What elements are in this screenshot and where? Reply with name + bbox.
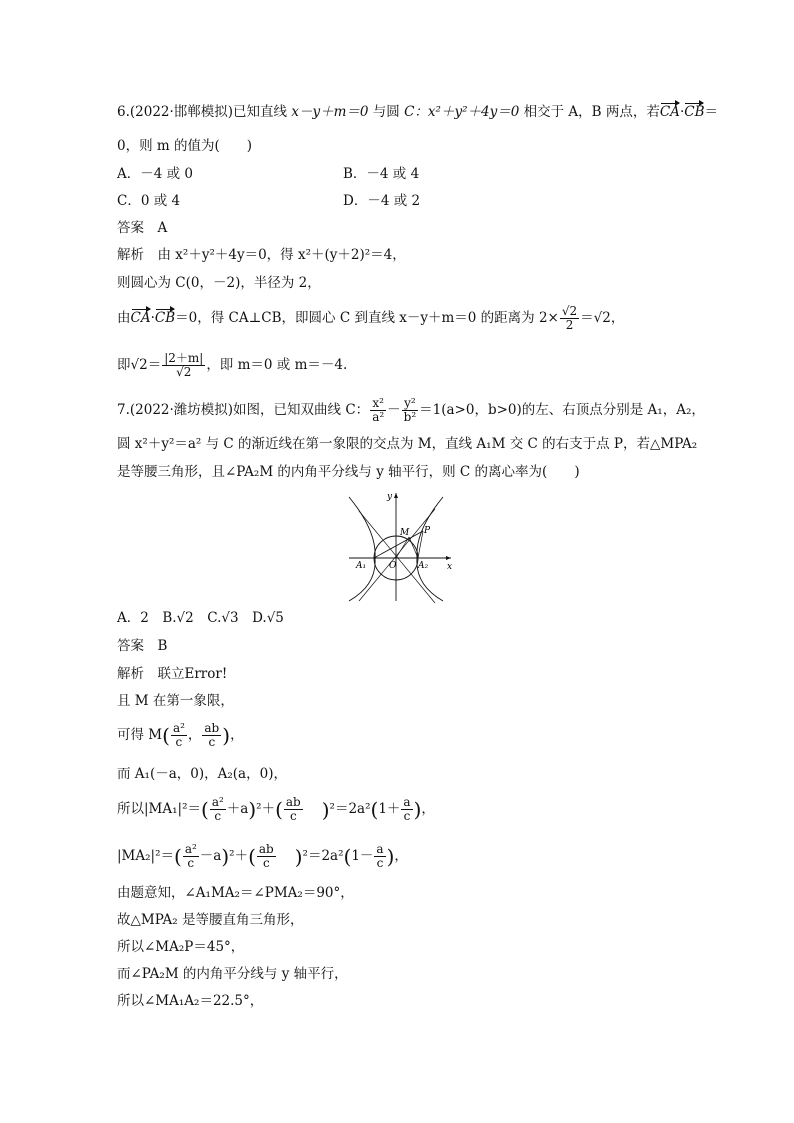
equals-2a2: ²＝2a² — [302, 848, 344, 865]
paren-open: ( — [201, 797, 209, 822]
q7-line-1 — [117, 397, 705, 424]
q6-answer: 答案 A — [117, 220, 168, 236]
frac-num: ab — [258, 842, 274, 856]
paren-open: ( — [174, 844, 182, 869]
paren-close: ) — [321, 797, 330, 822]
frac-den: c — [208, 735, 216, 750]
frac-num: a² — [172, 721, 185, 735]
equals-2a2: ²＝2a² — [329, 801, 371, 818]
vector-cb-2: CB — [154, 310, 176, 327]
q6-solution-2: 则圆心为 C(0，－2)，半径为 2， — [117, 275, 321, 291]
segment-o-m — [396, 537, 409, 558]
frac-x2-a2 — [370, 397, 386, 424]
paren-close: ) — [413, 797, 422, 822]
q7-solution-7: 由题意知，∠A₁MA₂＝∠PMA₂＝90°， — [117, 885, 354, 901]
vector-ca-2: CA — [130, 310, 151, 327]
q6-line-equation: x－y＋m＝0 — [291, 104, 369, 120]
squared-plus: ²＋ — [229, 848, 249, 865]
label-a2: A₂ — [418, 561, 429, 571]
q7-solution-9: 所以∠MA₂P＝45°， — [117, 939, 245, 955]
q6-fraction-sqrt2-over-2 — [560, 305, 579, 332]
q7-line-2: 圆 x²＋y²＝a² 与 C 的渐近线在第一象限的交点为 M，直线 A₁M 交 C 的右支于点 P，若△MPA₂ — [117, 436, 698, 452]
comma: ， — [394, 848, 408, 865]
q6-option-c: C．0 或 4 — [117, 193, 181, 209]
q6-options-row-1 — [117, 168, 193, 182]
label-x: x — [447, 562, 453, 572]
paren-open: ( — [370, 797, 379, 822]
q7-options: A．2 B.√2 C.√3 D.√5 — [117, 610, 284, 626]
label-a1: A₁ — [356, 561, 367, 571]
q6-line-2: 0，则 m 的值为( ) — [117, 138, 253, 154]
label-p: P — [424, 526, 431, 536]
frac-num: a — [403, 795, 411, 809]
q7-line-3: 是等腰三角形，且∠PA₂M 的内角平分线与 y 轴平行，则 C 的离心率为( ) — [117, 464, 580, 480]
q7-source: 7.(2022·潍坊模拟)如图，已知双曲线 C： — [117, 402, 370, 419]
frac-y2-b2 — [402, 397, 419, 424]
paren-close: ) — [222, 723, 231, 748]
frac-den: c — [403, 809, 411, 824]
frac-num: |2＋m| — [164, 351, 204, 365]
minus-a: －a — [199, 848, 222, 865]
asymptote-1 — [359, 509, 435, 601]
frac-ab-c — [257, 843, 276, 870]
frac-den: c — [289, 809, 297, 824]
squared-plus: ²＋ — [256, 801, 276, 818]
hyperbola-figure — [343, 489, 455, 604]
frac-num: a² — [211, 795, 224, 809]
q7-solution-1: 解析 联立Error! — [117, 666, 228, 682]
q6-fraction-distance — [162, 352, 205, 379]
frac-den: c — [175, 735, 183, 750]
q7-solution-5 — [117, 796, 435, 823]
q6-text-2: 相交于 A，B 两点，若 — [519, 104, 660, 120]
dot-product-2: · — [150, 310, 155, 327]
frac-num: y² — [404, 396, 416, 410]
q7-answer: 答案 B — [117, 638, 168, 654]
q6-option-b: B．－4 或 4 — [343, 166, 420, 182]
label-o: O — [389, 561, 397, 571]
vector-cb: CB — [684, 104, 705, 120]
frac-num: a — [376, 842, 384, 856]
frac-num: a² — [184, 842, 197, 856]
label-y: y — [387, 492, 393, 502]
q7-solution-10: 而∠PA₂M 的内角平分线与 y 轴平行， — [117, 966, 348, 982]
frac-a2-c — [183, 843, 199, 870]
hyperbola-left-branch — [349, 497, 375, 601]
comma: ， — [421, 801, 435, 818]
paren-open: ( — [343, 844, 352, 869]
frac-den: c — [214, 809, 222, 824]
segment-m-a2 — [409, 537, 418, 558]
one-minus: 1－ — [351, 848, 374, 865]
frac-a-c — [374, 843, 385, 870]
paren-open: ( — [275, 797, 283, 822]
q7-solution-11: 所以∠MA₁A₂＝22.5°， — [117, 993, 264, 1009]
q6-solution-3 — [117, 305, 624, 332]
frac-den: c — [376, 856, 384, 871]
frac-den: a² — [372, 410, 385, 425]
frac-den: c — [262, 856, 270, 871]
plus-a: ＋a — [226, 801, 249, 818]
frac-a-c — [401, 796, 412, 823]
frac-ab-c — [202, 722, 221, 749]
q7-sol6-prefix: |MA₂|²＝ — [117, 848, 174, 865]
q6-sol3-tail: ＝√2， — [580, 310, 625, 327]
q6-source: 6.(2022·邯郸模拟)已知直线 — [117, 104, 292, 120]
q7-solution-4: 而 A₁(－a，0)，A₂(a，0)， — [117, 766, 287, 782]
q7-sol3-prefix: 可得 M — [117, 727, 163, 744]
frac-num: x² — [372, 396, 384, 410]
paren-close: ) — [294, 844, 303, 869]
q6-solution-4 — [117, 352, 347, 379]
q6-sol4-tail: ，即 m＝0 或 m＝－4. — [206, 357, 348, 374]
frac-den: 2 — [565, 318, 574, 333]
paren-close: ) — [248, 797, 257, 822]
paren-close: ) — [221, 844, 230, 869]
q6-solution-1: 解析 由 x²＋y²＋4y＝0，得 x²＋(y＋2)²＝4， — [117, 247, 406, 263]
paren-open: ( — [248, 844, 256, 869]
frac-a2-c — [171, 722, 187, 749]
q6-line-1 — [117, 106, 718, 120]
q6-sol3-text: ＝0，得 CA⊥CB，即圆心 C 到直线 x－y＋m＝0 的距离为 2× — [175, 310, 559, 327]
frac-den: b² — [403, 410, 417, 425]
vector-ca: CA — [659, 104, 680, 120]
q7-sol5-prefix: 所以|MA₁|²＝ — [117, 801, 201, 818]
label-m: M — [400, 528, 410, 538]
comma: ， — [187, 727, 202, 744]
q6-circle-equation: C：x²＋y²＋4y＝0 — [404, 104, 520, 120]
q7-solution-2: 且 M 在第一象限， — [117, 693, 234, 709]
one-plus: 1＋ — [378, 801, 401, 818]
frac-a2-c — [210, 796, 226, 823]
minus-sign: － — [387, 402, 401, 419]
frac-den: √2 — [176, 365, 192, 380]
y-axis-arrow — [394, 493, 398, 498]
q6-option-d: D．－4 或 2 — [343, 193, 421, 209]
frac-num: ab — [204, 721, 220, 735]
q6-text: 与圆 — [368, 104, 405, 120]
q6-sol4-prefix: 即√2＝ — [117, 357, 162, 374]
q7-solution-3 — [117, 722, 244, 749]
paren-close: ) — [386, 844, 395, 869]
frac-ab-c — [284, 796, 303, 823]
q7-sol3-tail: ， — [230, 727, 244, 744]
frac-den: c — [187, 856, 195, 871]
frac-num: √2 — [561, 304, 578, 318]
q7-solution-8: 故△MPA₂ 是等腰直角三角形， — [117, 912, 304, 928]
q6-option-a: A．－4 或 0 — [117, 166, 194, 182]
paren-open: ( — [162, 723, 170, 748]
dot-product: · — [679, 104, 685, 120]
q7-line-1-tail: ＝1(a>0，b>0)的左、右顶点分别是 A₁，A₂， — [419, 402, 705, 419]
frac-num: ab — [285, 795, 301, 809]
q7-solution-6 — [117, 843, 408, 870]
x-axis-arrow — [446, 556, 451, 560]
q6-equals: ＝ — [704, 104, 718, 120]
q6-sol3-prefix: 由 — [117, 310, 131, 327]
